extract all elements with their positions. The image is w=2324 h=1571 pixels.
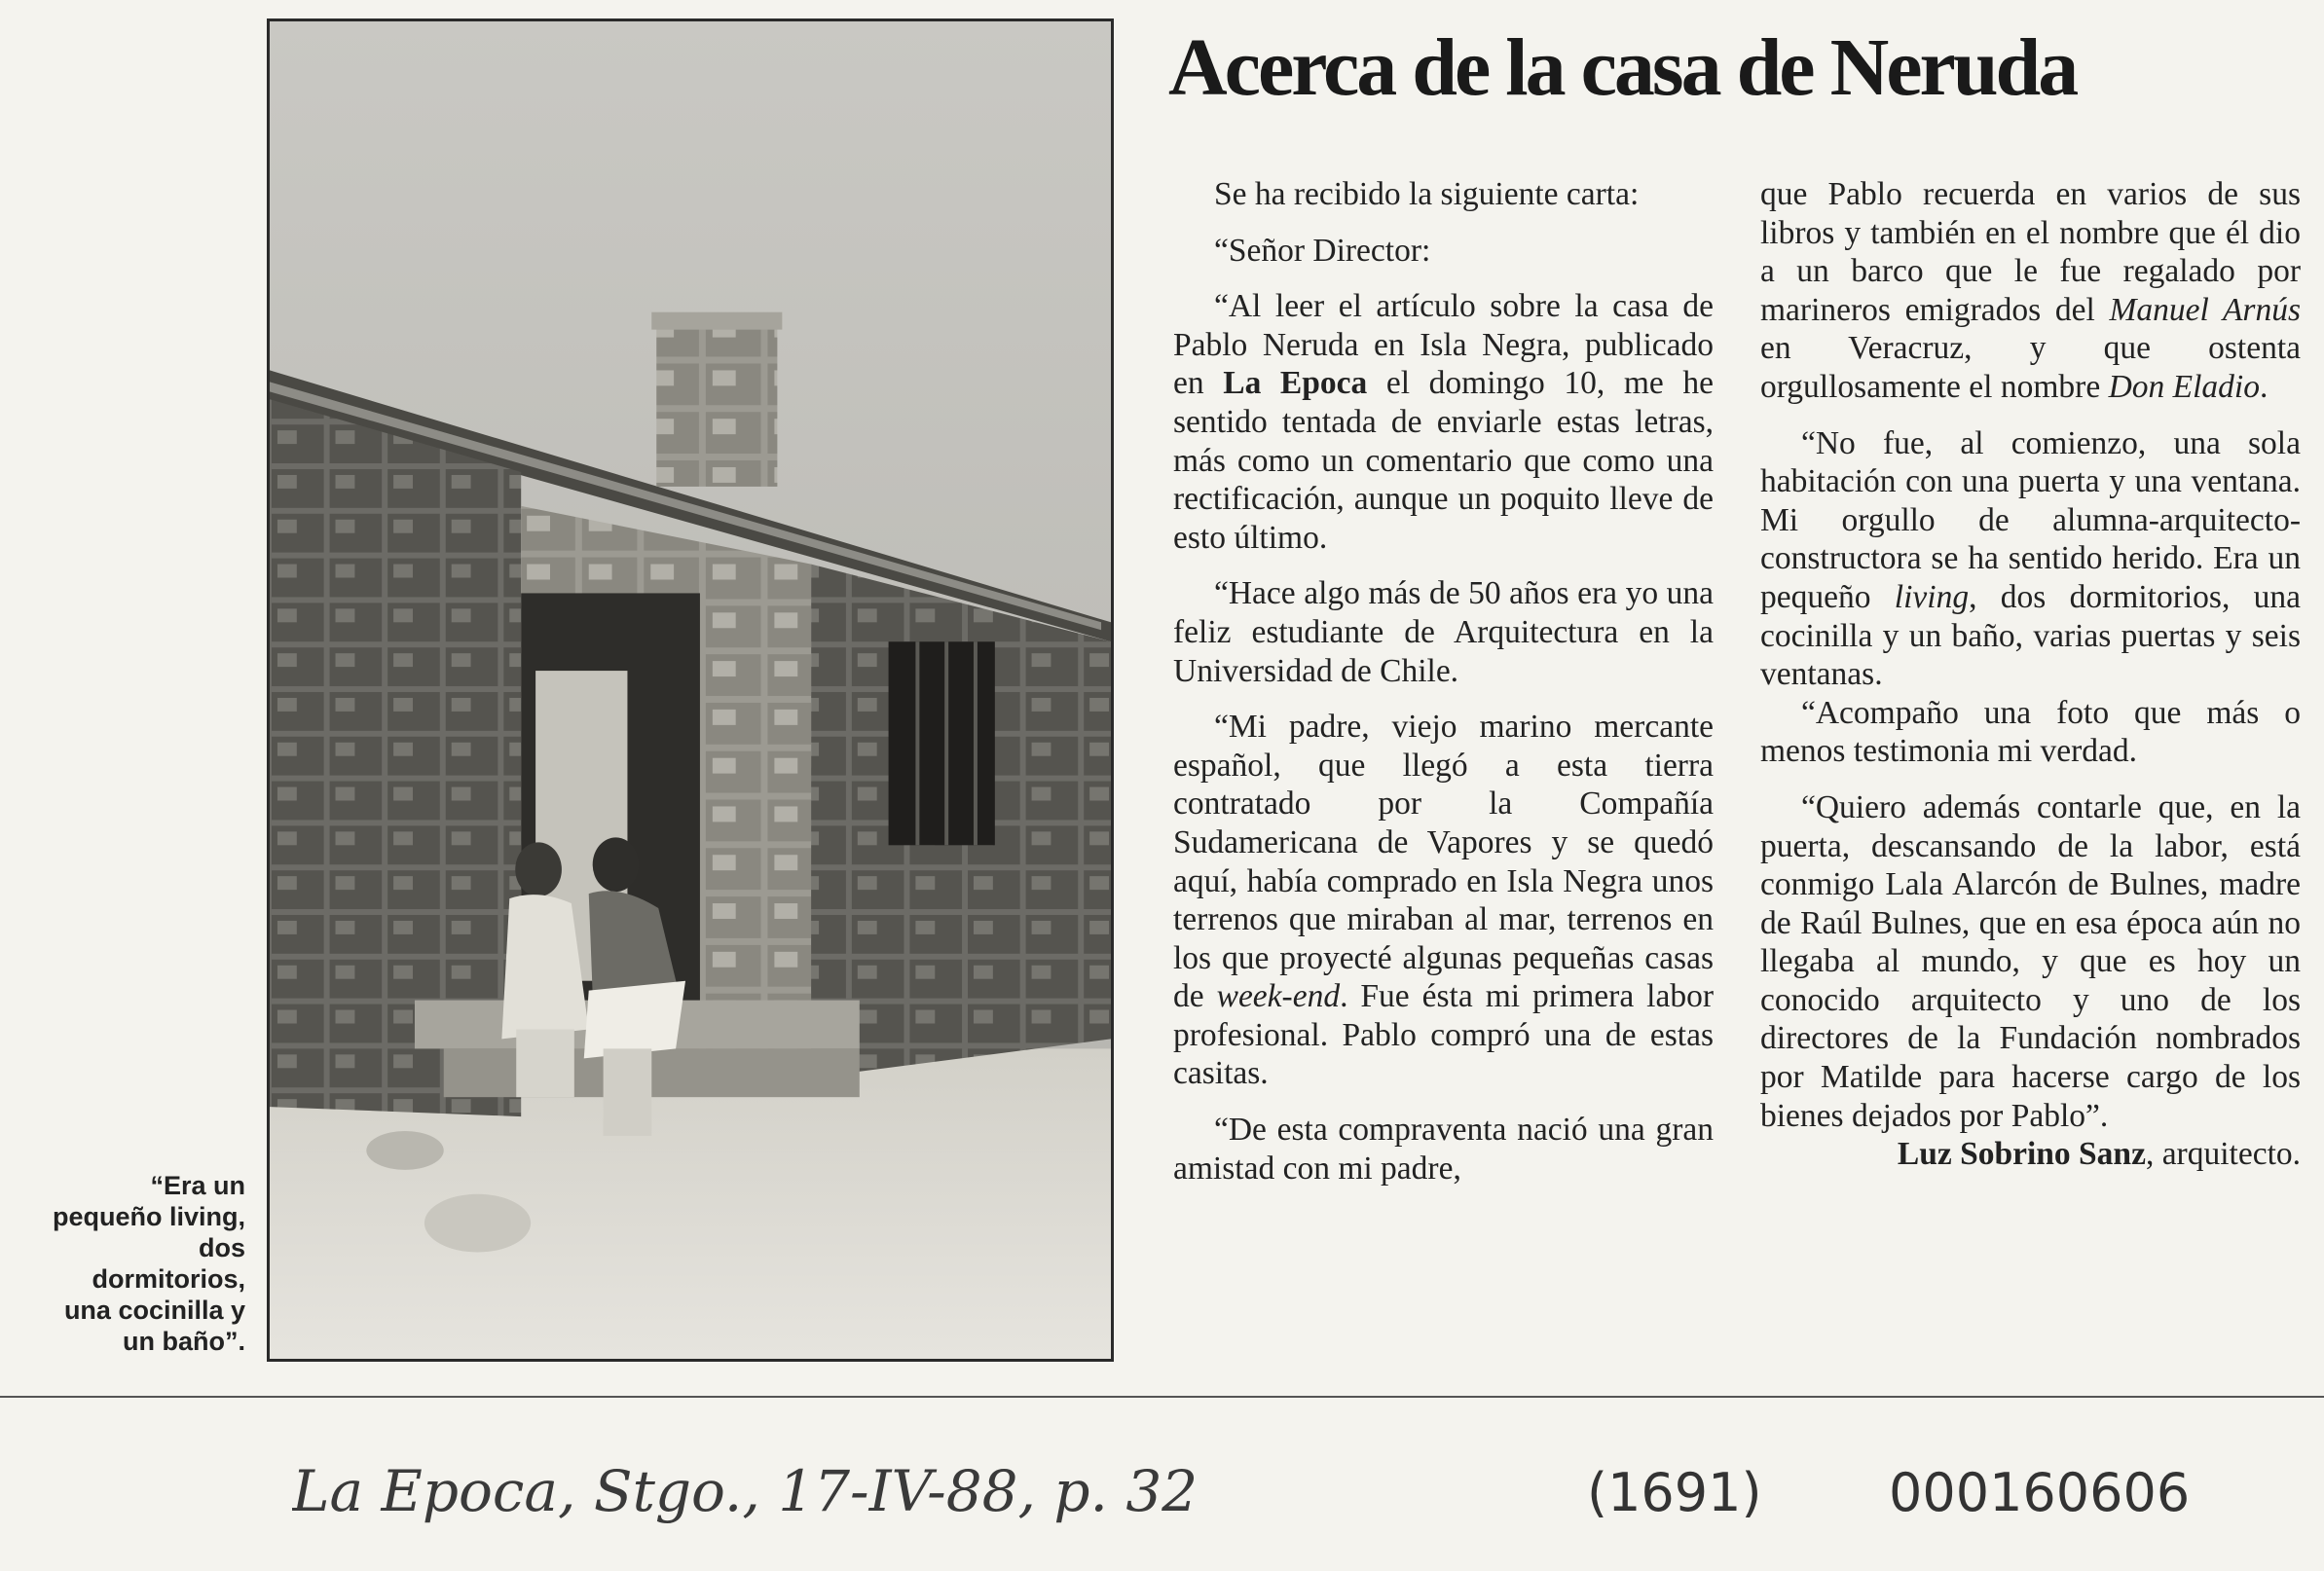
catalog-code: (1691) [1587, 1462, 1762, 1523]
catalog-number: 000160606 [1889, 1462, 2191, 1523]
article-photo [267, 18, 1114, 1362]
house-photo-icon [270, 21, 1111, 1359]
caption-line: un baño”. [123, 1327, 245, 1356]
boat-name: Don Eladio [2108, 368, 2260, 405]
paragraph [1173, 708, 1714, 1093]
article-column-2 [1760, 175, 2301, 1174]
paragraph [1760, 424, 2301, 694]
paragraph [1173, 287, 1714, 557]
italic-term: week-end [1216, 978, 1341, 1015]
paragraph: “Acompaño una foto que más o menos testimonia mi verdad. [1760, 694, 2301, 770]
text-run: “Mi padre, viejo marino mercante español, que llegó a esta tierra contratado por la Compañía Sudamericana de Vapores y se quedó aquí, había comprado en Isla Negra unos terrenos que miraban al mar, terrenos en los que proyecté algunas pequeñas casas de [1173, 709, 1714, 1015]
caption-line: “Era un [150, 1171, 245, 1200]
signature [1760, 1135, 2301, 1174]
paragraph: “Señor Director: [1214, 232, 1431, 269]
paragraph [1760, 175, 2301, 407]
author-title: , arquitecto. [2145, 1136, 2301, 1173]
italic-term: living [1894, 578, 1970, 615]
text-run: “Al leer el artículo sobre la casa de Pablo Neruda en Isla Negra, publicado en [1173, 288, 1714, 402]
text-run: el domingo 10, me he sentido tentada de enviarle estas letras, más como un comentario que como una rectificación, aunque un poquito lleve de esto último. [1173, 365, 1714, 556]
article-column-1 [1173, 175, 1714, 1187]
newspaper-name: La Epoca [1223, 365, 1368, 402]
text-run: , dos dormitorios, una cocinilla y un baño, varias puertas y seis ventanas. [1760, 578, 2301, 693]
paragraph: “Quiero además contarle que, en la puerta, descansando de la labor, está conmigo Lala Alarcón de Bulnes, madre de Raúl Bulnes, que en esa época aún no llegaba al mundo, y que es hoy un conocido arquitecto y uno de los directores de la Fundación nombrados por Matilde para hacerse cargo de los bienes dejados por Pablo”. [1760, 788, 2301, 1134]
archive-annotation [292, 1435, 2220, 1542]
caption-line: dos [198, 1233, 245, 1262]
caption-line: una cocinilla y [63, 1296, 245, 1325]
paragraph: “De esta compraventa nació una gran amistad con mi padre, [1173, 1112, 1714, 1187]
text-run: en Veracruz, y que ostenta orgullosamente el nombre [1760, 330, 2301, 405]
text-run: . Fue ésta mi primera labor profesional. Pablo compró una de estas casitas. [1173, 978, 1714, 1092]
caption-line: pequeño living, [52, 1202, 245, 1231]
divider-line [0, 1396, 2324, 1398]
text-run: . [2259, 368, 2269, 405]
photo-caption [0, 1170, 245, 1357]
author-name: Luz Sobrino Sanz [1897, 1136, 2146, 1173]
source-annotation: La Epoca, Stgo., 17-IV-88, p. 32 [292, 1458, 1199, 1524]
text-run: “No fue, al comienzo, una sola habitación con una puerta y una ventana. Mi orgullo de alumna-arquitecto-constructora se ha sentido herido. Era un pequeño [1760, 424, 2301, 615]
paragraph: Se ha recibido la siguiente carta: [1214, 176, 1640, 212]
text-run: que Pablo recuerda en varios de sus libros y también en el nombre que él dio a un barco que le fue regalado por marineros emigrados del [1760, 176, 2301, 328]
paragraph: “Hace algo más de 50 años era yo una feliz estudiante de Arquitectura en la Universidad de Chile. [1173, 575, 1714, 689]
caption-line: dormitorios, [92, 1264, 245, 1294]
article-headline: Acerca de la casa de Neruda [1168, 22, 2077, 113]
ship-name: Manuel Arnús [2109, 291, 2301, 328]
